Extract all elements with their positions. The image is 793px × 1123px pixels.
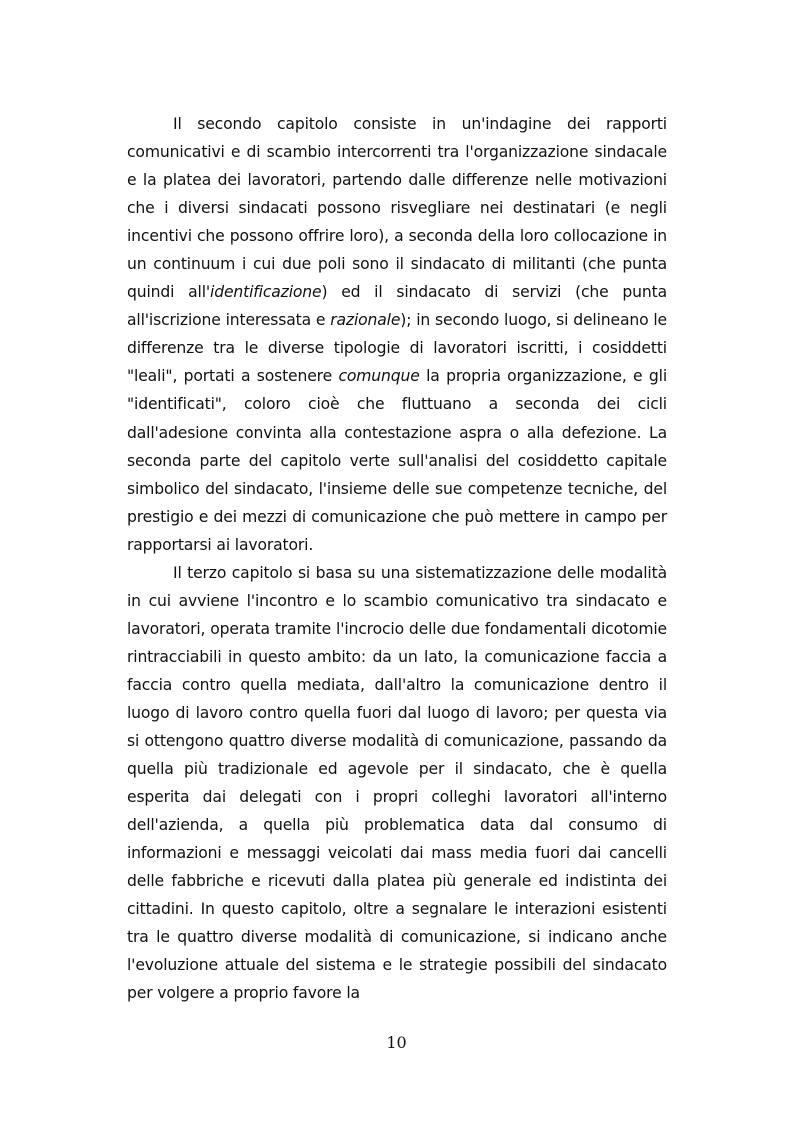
body-text — [127, 110, 667, 1008]
page-number: 10 — [386, 1033, 407, 1052]
text-run: Il secondo capitolo consiste in un'indagine dei rapporti comunicativi e di scambio intercorrenti tra l'organizzazione sindacale e la platea dei lavoratori, partendo dalle differenze nelle motivazioni che i diversi sindacati possono risvegliare nei destinatari (e negli incentivi che possono offrire loro), a seconda della loro collocazione in un continuum i cui due poli sono il sindacato di militanti (che punta quindi all' — [127, 115, 667, 302]
italic-term-comunque: comunque — [338, 367, 420, 386]
text-run: Il terzo capitolo si basa su una sistematizzazione delle modalità in cui avviene l'incontro e lo scambio comunicativo tra sindacato e lavoratori, operata tramite l'incrocio delle due fondamentali dicotomie rintracciabili in questo ambito: da un lato, la comunicazione faccia a faccia contro quella mediata, dall'altro la comunicazione dentro il luogo di lavoro contro quella fuori dal luogo di lavoro; per questa via si ottengono quattro diverse modalità di comunicazione, passando da quella più tradizionale ed agevole per il sindacato, che è quella esperita dai delegati con i propri colleghi lavoratori all'interno dell'azienda, a quella più problematica data dal consumo di informazioni e messaggi veicolati dai mass media fuori dai cancelli delle fabbriche e ricevuti dalla platea più generale ed indistinta dei cittadini. In questo capitolo, oltre a segnalare le interazioni esistenti tra le quattro diverse modalità di comunicazione, si indicano anche l'evoluzione attuale del sistema e le strategie possibili del sindacato per volgere a proprio favore la — [127, 563, 667, 1003]
italic-term-identificazione: identificazione — [210, 283, 322, 302]
paragraph-third-chapter — [127, 559, 667, 1008]
text-run: ); in secondo luogo, si delineano le differenze tra le diverse tipologie di lavoratori iscritti, i cosiddetti "leali", portati a sostenere — [127, 311, 667, 386]
text-run: la propria organizzazione, e gli "identificati", coloro cioè che fluttuano a seconda dei cicli dall'adesione convinta alla contestazione aspra o alla defezione. La seconda parte del capitolo verte sull'analisi del cosiddetto capitale simbolico del sindacato, l'insieme delle sue competenze tecniche, del prestigio e dei mezzi di comunicazione che può mettere in campo per rapportarsi ai lavoratori. — [127, 367, 667, 554]
paragraph-second-chapter — [127, 110, 667, 559]
italic-term-razionale: razionale — [330, 311, 401, 330]
text-run: ) ed il sindacato di servizi (che punta all'iscrizione interessata e — [127, 283, 667, 330]
